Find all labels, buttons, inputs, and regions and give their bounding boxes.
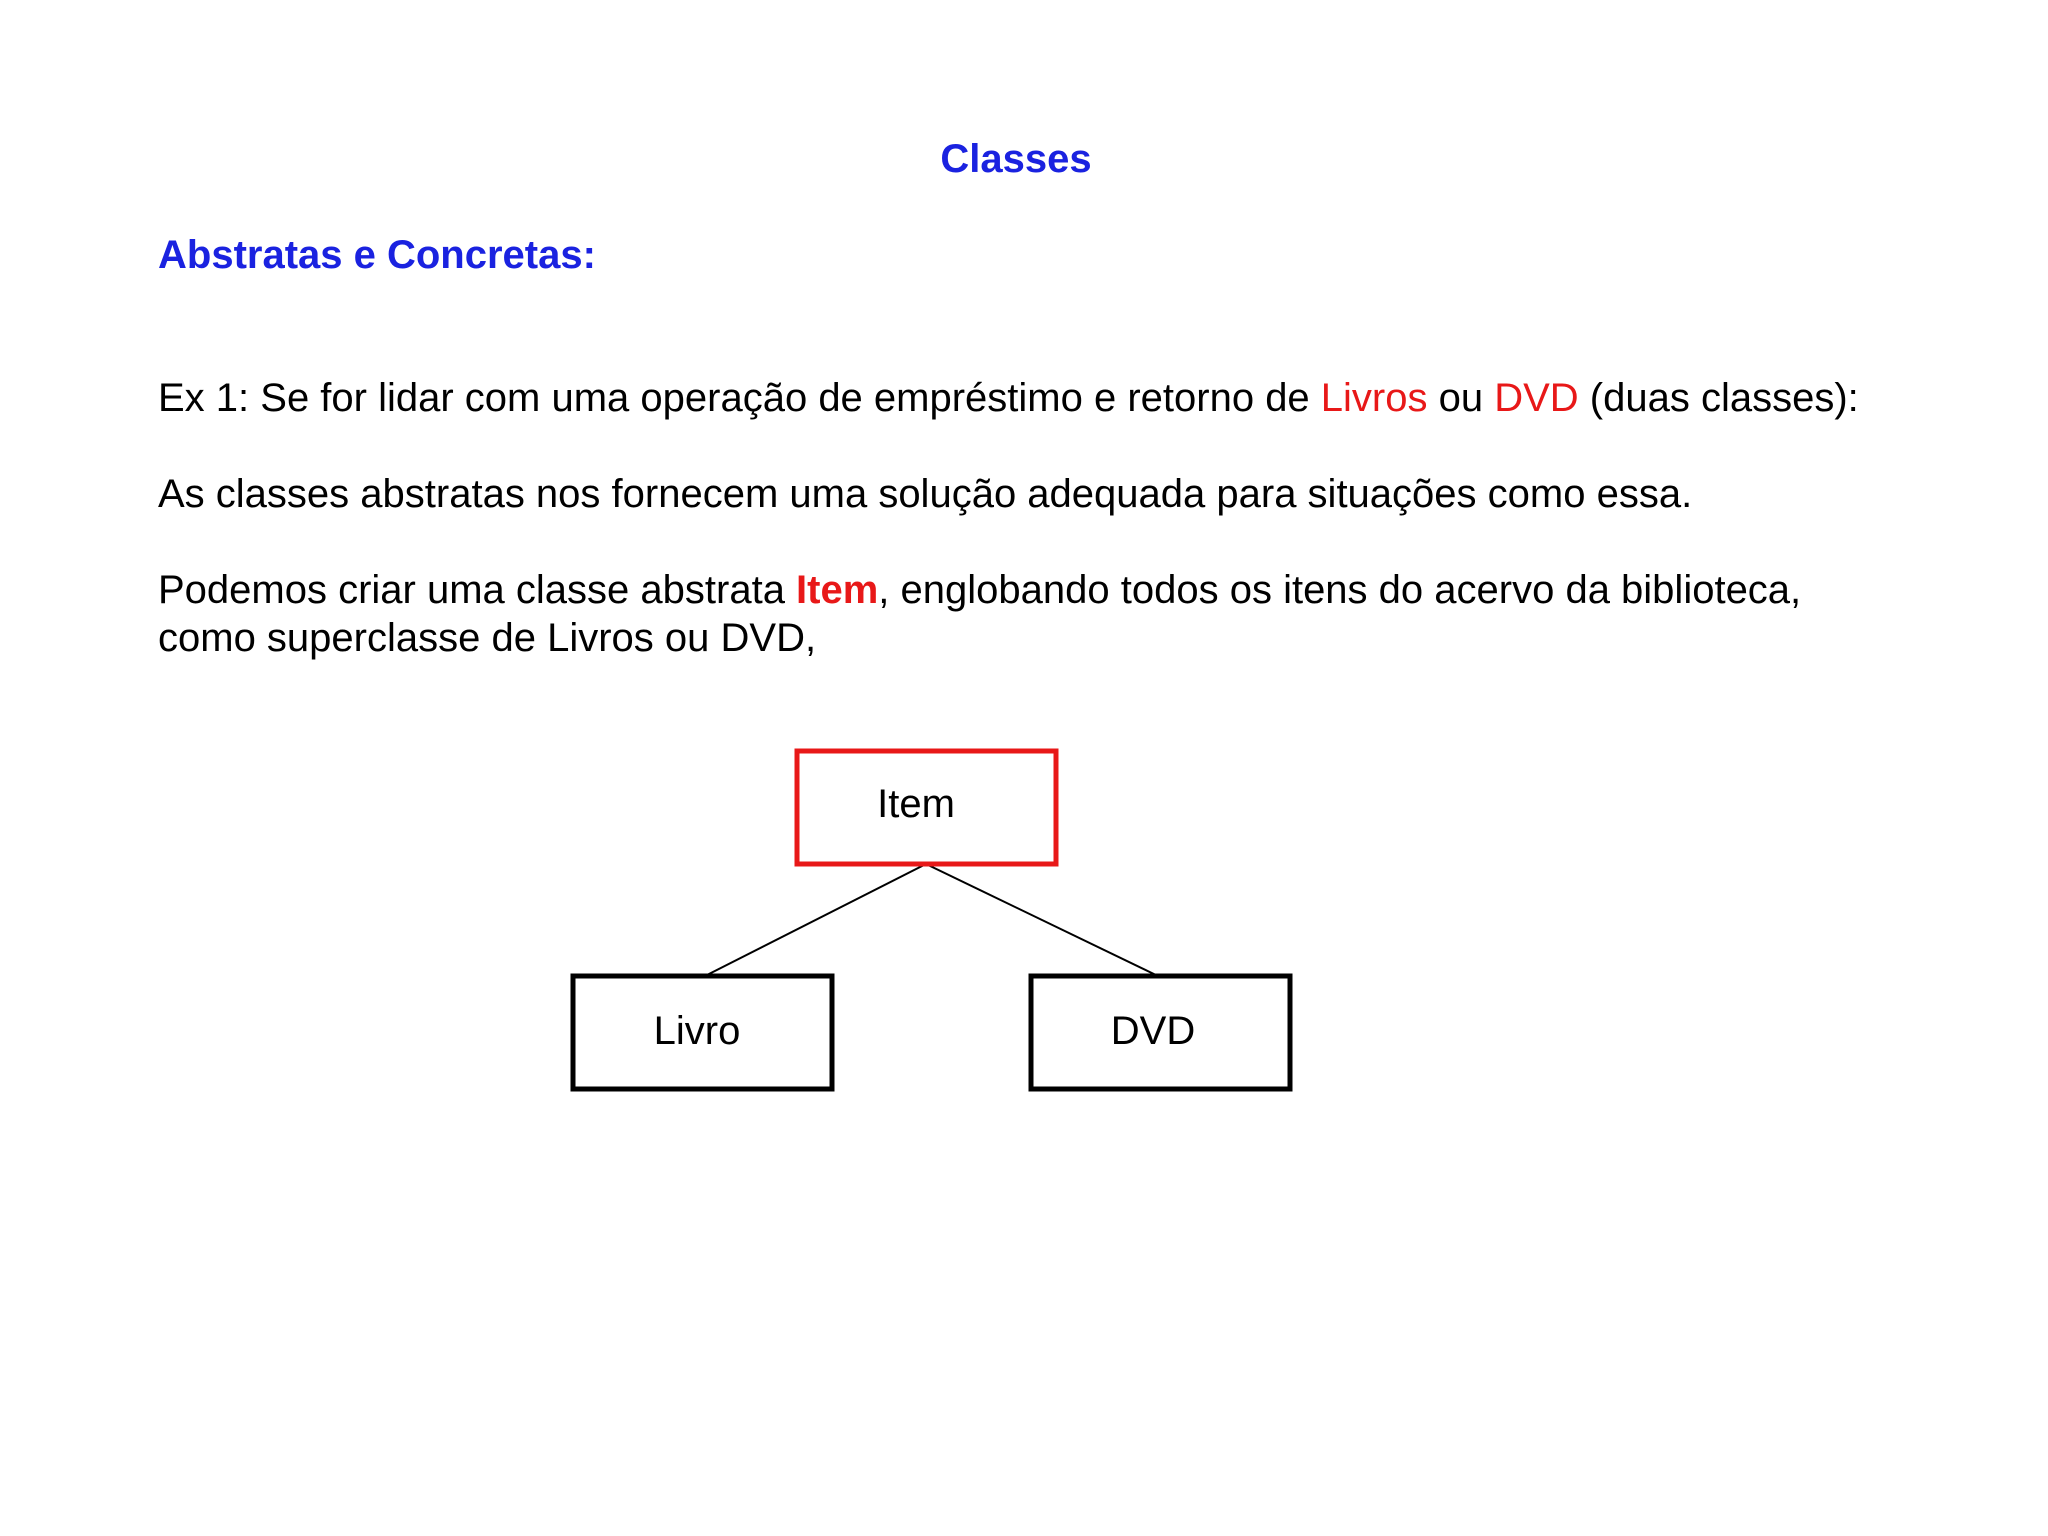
p3-text-after: , englobando todos os itens do acervo da biblioteca,	[878, 568, 1802, 612]
edge-item-livro	[705, 864, 926, 976]
node-livro-label: Livro	[653, 1009, 741, 1053]
edge-item-dvd	[926, 864, 1158, 976]
p3-highlight-item: Item	[796, 568, 879, 612]
slide-title: Classes	[940, 137, 1092, 181]
node-livro	[573, 976, 832, 1089]
p1-text-middle: ou	[1427, 376, 1495, 420]
p1-highlight-livros: Livros	[1320, 376, 1428, 420]
node-dvd-label: DVD	[1110, 1009, 1196, 1053]
p1-text-after: (duas classes):	[1578, 376, 1859, 420]
p1-text-before: Ex 1: Se for lidar com uma operação de empréstimo e retorno de	[158, 376, 1321, 420]
node-dvd	[1031, 976, 1290, 1089]
node-item-label: Item	[877, 782, 955, 826]
p1-highlight-dvd: DVD	[1494, 376, 1579, 420]
section-subtitle: Abstratas e Concretas:	[158, 233, 596, 277]
p3-text-before: Podemos criar uma classe abstrata	[158, 568, 797, 612]
node-item	[797, 751, 1056, 864]
paragraph-item-line-2: como superclasse de Livros ou DVD,	[158, 616, 817, 660]
paragraph-abstract-classes: As classes abstratas nos fornecem uma solução adequada para situações como essa.	[158, 472, 1693, 516]
